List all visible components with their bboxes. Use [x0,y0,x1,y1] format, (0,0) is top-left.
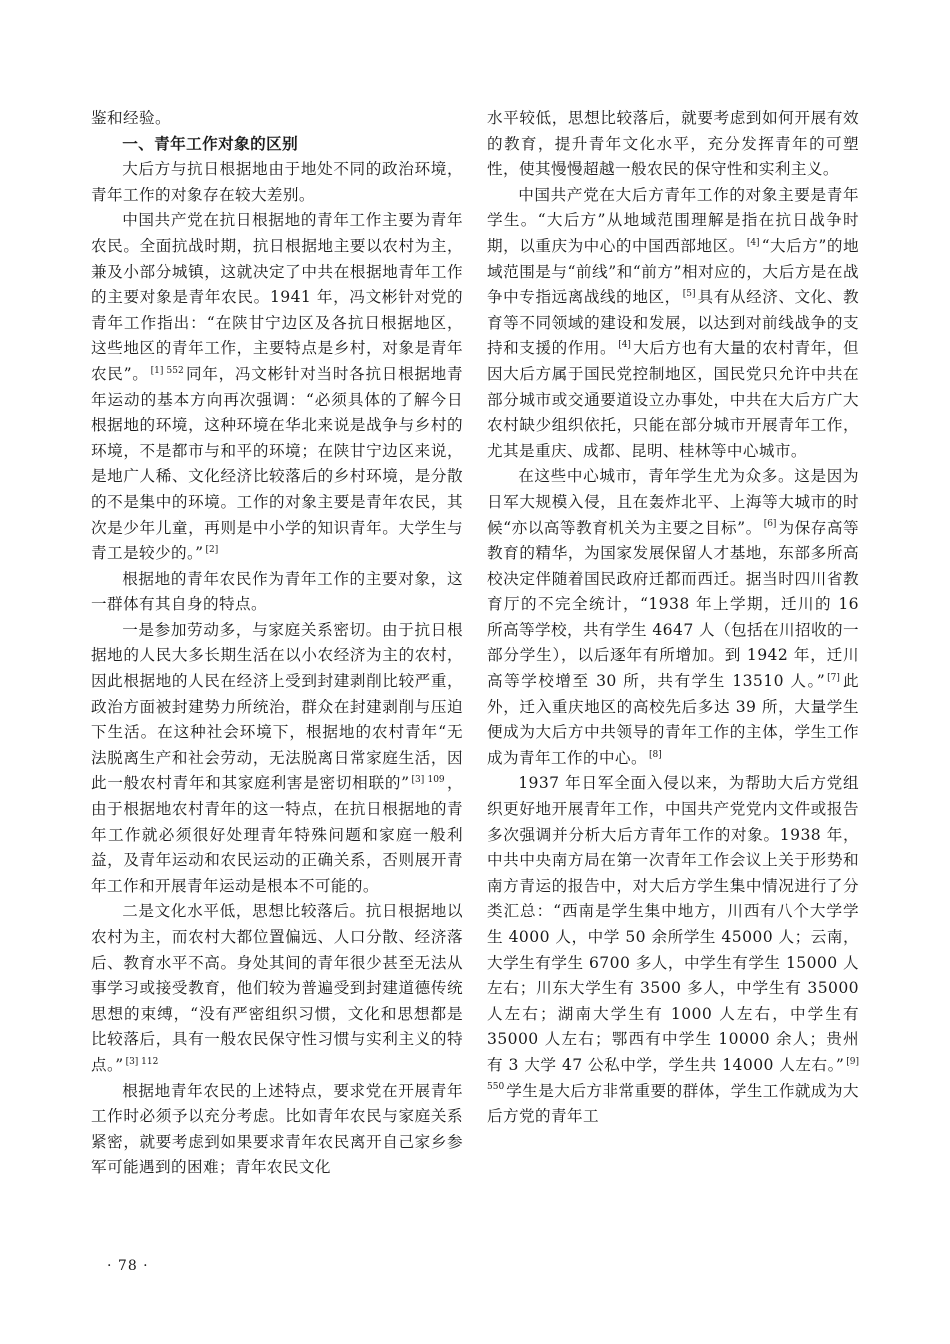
paragraph-text: 为保存高等教育的精华，为国家发展保留人才基地，东部多所高校决定伴随着国民政府迁都而西迁。据当时四川省教育厅的不完全统计，“1938 年上学期，迁川的 16 所高等学校，共有学生 4647 人（包括在川招收的一部分学生），以后逐年有所增加。到 1942 年，迁川高等学校增至 30 所，共有学生 13510 人。” [487,518,859,691]
citation-mark: [7] [827,672,840,683]
paragraph [487,183,859,465]
paragraph-text: 此外，迁入重庆地区的高校先后多达 39 所，大量学生便成为大后方中共领导的青年工作的主体，学生工作成为青年工作的中心。 [487,672,859,767]
section-heading: 一、青年工作对象的区别 [122,134,299,153]
paragraph-text: 具有从经济、文化、教育等不同领域的建设和发展，以达到对前线战争的支持和支援的作用。 [487,288,859,358]
paragraph-text: 学生是大后方非常重要的群体，学生工作就成为大后方党的青年工 [487,1081,859,1126]
citation-mark: [3] 109 [411,775,445,786]
paragraph-text: 大后方也有大量的农村青年，但因大后方属于国民党控制地区，国民党只允许中共在部分城市或交通要道设立办事处，中共在大后方广大农村缺少组织依托，只能在部分城市开展青年工作，尤其是重庆、成都、昆明、桂林等中心城市。 [487,339,859,460]
citation-mark: [1] 552 [150,365,184,376]
paragraph-text: “大后方”的地域范围是与“前线”和“前方”相对应的，大后方是在战争中专指远离战线的地区， [487,236,859,307]
paragraph [91,899,463,1078]
paragraph-text: 一是参加劳动多，与家庭关系密切。由于抗日根据地的人民大多长期生活在以小农经济为主的农村，因此根据地的人民在经济上受到封建剥削比较严重，政治方面被封建势力所统治，群众在封建剥削与压迫下生活。在这种社会环境下，根据地的农村青年“无法脱离生产和社会劳动，无法脱离日常家庭生活，因此一般农村青年和其家庭利害是密切相联的” [91,620,463,793]
citation-mark: [4] [746,237,760,248]
right-column [487,106,859,1130]
paragraph: 鉴和经验。 [91,109,171,127]
citation-mark: [6] [763,519,777,530]
left-column [91,106,463,1181]
paragraph-text: 中国共产党在大后方青年工作的对象主要是青年学生。“大后方”从地域范围理解是指在抗日战争时期，以重庆为中心的中国西部地区。 [487,185,859,255]
page-number-value: 78 [117,1258,138,1274]
paragraph-text: 在这些中心城市，青年学生尤为众多。这是因为日军大规模入侵，且在轰炸北平、上海等大城市的时候“亦以高等教育机关为主要之目标”。 [487,467,859,537]
paragraph: 水平较低，思想比较落后，就要考虑到如何开展有效的教育，提升青年文化水平，充分发挥青年的可塑性，使其慢慢超越一般农民的保守性和实利主义。 [487,109,859,179]
paragraph: 大后方与抗日根据地由于地处不同的政治环境，青年工作的对象存在较大差别。 [91,160,463,204]
citation-mark: [4] [618,340,631,351]
paragraph-text: ，由于根据地农村青年的这一特点，在抗日根据地的青年工作就必须很好处理青年特殊问题和家庭一般利益，及青年运动和农民运动的正确关系，否则展开青年工作和开展青年运动是根本不可能的。 [91,774,463,895]
paragraph [91,618,463,900]
page-number: · 78 · [107,1258,149,1274]
paragraph-text: 二是文化水平低，思想比较落后。抗日根据地以农村为主，而农村大都位置偏远、人口分散、经济落后、教育水平不高。身处其间的青年很少甚至无法从事学习或接受教育，他们较为普遍受到封建道德传统思想的束缚，“没有严密组织习惯，文化和思想都是比较落后，具有一般农民保守性习惯与实利主义的特点。” [91,902,463,1074]
citation-mark: [8] [648,749,662,760]
paragraph: 根据地青年农民的上述特点，要求党在开展青年工作时必须予以充分考虑。比如青年农民与家庭关系紧密，就要考虑到如果要求青年农民离开自己家乡参军可能遇到的困难；青年农民文化 [91,1081,463,1177]
paragraph: 根据地的青年农民作为青年工作的主要对象，这一群体有其自身的特点。 [91,569,463,614]
citation-mark: [2] [205,544,219,555]
citation-mark: [3] 112 [125,1056,159,1067]
paragraph-text: 1937 年日军全面入侵以来，为帮助大后方党组织更好地开展青年工作，中国共产党党内文件或报告多次强调并分析大后方青年工作的对象。1938 年，中共中央南方局在第一次青年工作会议上关于形势和南方青运的报告中，对大后方学生集中情况进行了分类汇总：“西南是学生集中地方，川西有八个大学学生 4000 人，中学 50 余所学生 45000 人；云南，大学生有学生 6700 多人，中学生有学生 15000 人左右；川东大学生有 3500 多人，中学生有 35000 人左右；湖南大学生有 1000 人左右，中学生有 35000 人左右；鄂西有中学生 10000 余人；贵州有 3 大学 47 公私中学，学生共 14000 人左右。” [487,774,859,1074]
paragraph-text: 中国共产党在抗日根据地的青年工作主要为青年农民。全面抗战时期，抗日根据地主要以农村为主，兼及小部分城镇，这就决定了中共在根据地青年工作的主要对象是青年农民。1941 年，冯文彬针对党的青年工作指出：“在陕甘宁边区及各抗日根据地区，这些地区的青年工作，主要特点是乡村，对象是青年农民”。 [91,211,463,383]
citation-mark: [5] [682,288,696,299]
paragraph [487,464,859,771]
paragraph-text: 同年，冯文彬针对当时各抗日根据地青年运动的基本方向再次强调：“必须具体的了解今日根据地的环境，这种环境在华北来说是战争与乡村的环境，不是都市与和平的环境；在陕甘宁边区来说，是地广人稀、文化经济比较落后的乡村环境，是分散的不是集中的环境。工作的对象主要是青年农民，其次是少年儿童，再则是中小学的知识青年。大学生与青工是较少的。” [91,364,463,563]
paragraph [487,771,859,1129]
paragraph [91,208,463,566]
citation-mark: [9] 550 [487,1056,859,1093]
